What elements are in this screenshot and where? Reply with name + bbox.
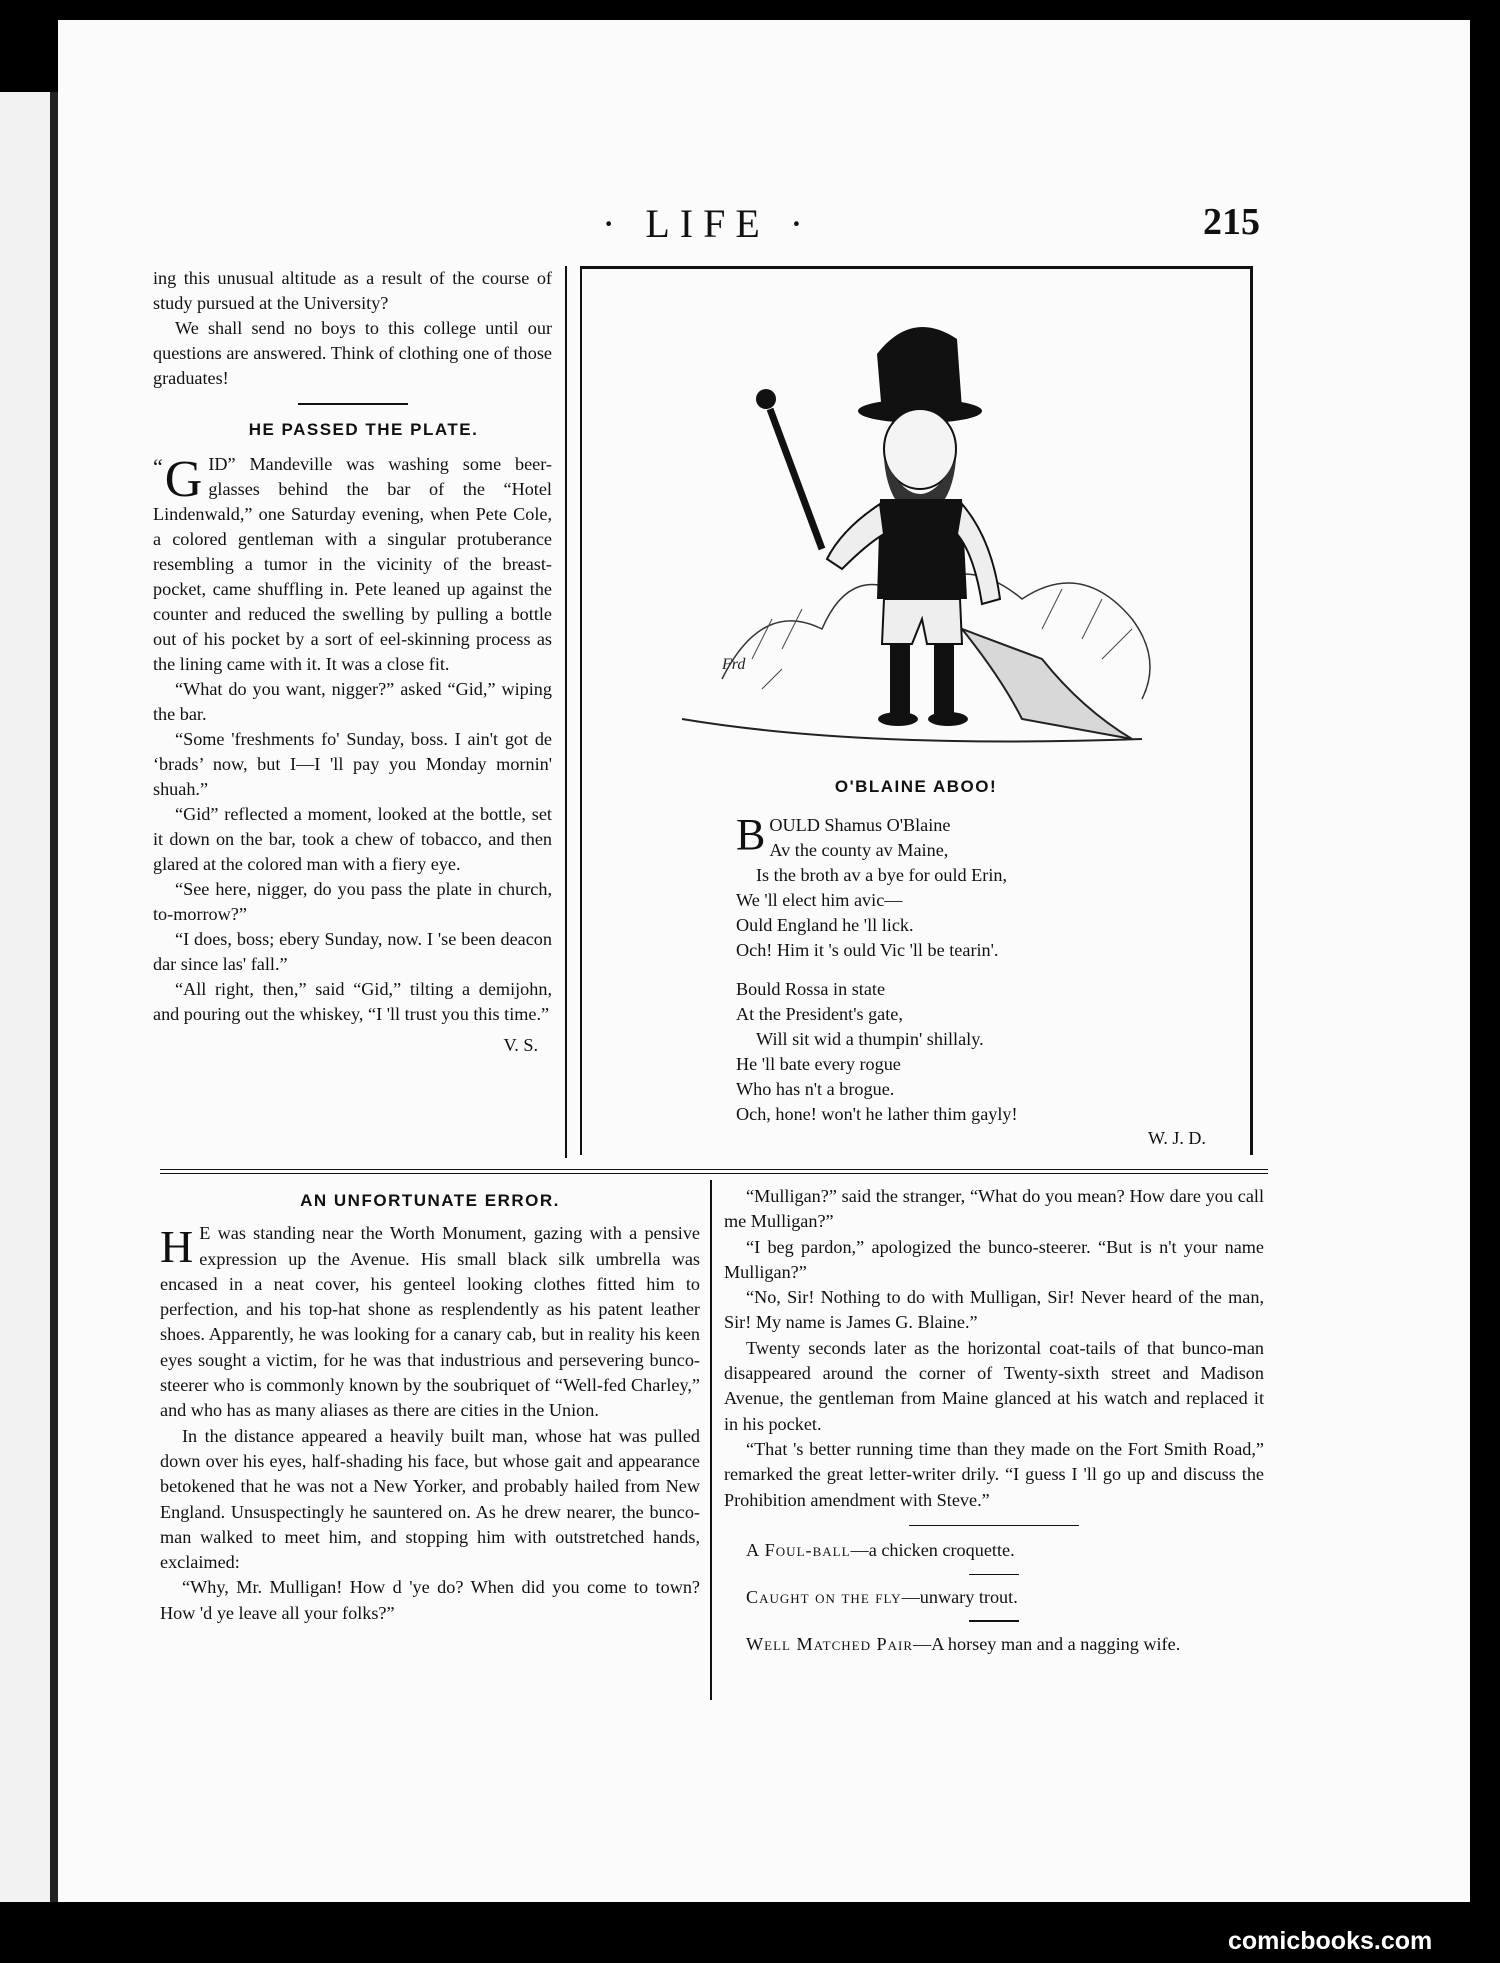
poem-body [736, 810, 1156, 1141]
joke-rule [969, 1620, 1019, 1622]
lower-right-column [724, 1184, 1264, 1657]
joke-item [724, 1632, 1264, 1657]
story-paragraph: “I does, boss; ebery Sunday, now. I 'se been deacon dar since las' fall.” [153, 928, 552, 974]
story-paragraph: “What do you want, nigger?” asked “Gid,” wiping the bar. [153, 678, 552, 724]
joke-item [724, 1538, 1264, 1563]
page-gutter [50, 92, 58, 1902]
story-paragraph: “Some 'freshments fo' Sunday, boss. I ain't got de ‘brads’ now, but I—I 'll pay you Monday mornin' shuah.” [153, 728, 552, 799]
poem-drop-cap: B [736, 810, 766, 859]
poem-line: Och! Him it 's ould Vic 'll be tearin'. [736, 940, 999, 960]
poem-line: Is the broth av a bye for ould Erin, [756, 865, 1008, 885]
poem-line: Bould Rossa in state [736, 979, 886, 999]
intro-paragraph: We shall send no boys to this college until our questions are answered. Think of clothing one of those graduates! [153, 318, 552, 388]
section-rule [298, 403, 408, 405]
joke-item [724, 1585, 1264, 1610]
story-paragraph: In the distance appeared a heavily built man, whose hat was pulled down over his eyes, half-shading his face, but whose gait and appearance betokened that he was not a New Yorker, and probably hailed from New England. Unsuspectingly he sauntered on. As he drew nearer, the bunco-man walked to meet him, and stopping him with outstretched hands, exclaimed: [160, 1425, 700, 1573]
joke-text: —a chicken croquette. [850, 1540, 1015, 1561]
facing-page-edge [0, 92, 50, 1902]
caricature-illustration [662, 299, 1182, 759]
joke-text: —unwary trout. [901, 1587, 1018, 1608]
joke-rule [969, 1574, 1019, 1576]
poem-line: Av the county av Maine, [769, 840, 949, 860]
story-title: HE PASSED THE PLATE. [248, 419, 479, 439]
poem-line: Who has n't a brogue. [736, 1079, 895, 1099]
story-text: ID” Mandeville was washing some beer-glasses behind the bar of the “Hotel Lindenwald,” one Saturday evening, when Pete Cole, a colored gentleman with a singular protuberance resembling a tumor in the vicinity of the breast-pocket, came shuffling in. Pete leaned up against the counter and reduced the swelling by pulling a bottle out of his pocket by a sort of eel-skinning process as the lining came with it. It was a close fit. [153, 453, 552, 674]
lower-left-column [160, 1188, 700, 1626]
story-title: AN UNFORTUNATE ERROR. [300, 1191, 560, 1210]
story-paragraph: “All right, then,” said “Gid,” tilting a demijohn, and pouring out the whiskey, “I 'll trust you this time.” [153, 978, 552, 1024]
story-paragraph: “Gid” reflected a moment, looked at the bottle, set it down on the bar, took a chew of tobacco, and then glared at the colored man with a fiery eye. [153, 803, 552, 874]
svg-text:Frd: Frd [722, 656, 746, 673]
poem-line: Och, hone! won't he lather thim gayly! [736, 1104, 1018, 1124]
poem-title-wrap [582, 777, 1250, 797]
story-signature: V. S. [503, 1034, 538, 1055]
story-paragraph: Twenty seconds later as the horizontal coat-tails of that bunco-man disappeared around the corner of Twenty-sixth street and Madison Avenue, the gentleman from Maine glanced at his watch and replaced it in his pocket. [724, 1337, 1264, 1434]
story-paragraph: “Mulligan?” said the stranger, “What do you mean? How dare you call me Mulligan?” [724, 1186, 1264, 1232]
page-number: 215 [1203, 201, 1260, 243]
joke-text: —A horsey man and a nagging wife. [913, 1633, 1181, 1654]
story-paragraph: “No, Sir! Nothing to do with Mulligan, Sir! Never heard of the man, Sir! My name is James G. Blaine.” [724, 1287, 1264, 1333]
poem-line: Will sit wid a thumpin' shillaly. [756, 1029, 984, 1049]
drop-cap: G [164, 450, 203, 508]
poem-stanza [736, 977, 1156, 1127]
double-rule [160, 1169, 1268, 1174]
poem-box [580, 266, 1253, 1155]
story-paragraph: “I beg pardon,” apologized the bunco-steerer. “But is n't your name Mulligan?” [724, 1236, 1264, 1282]
story-paragraph: “See here, nigger, do you pass the plate in church, to-morrow?” [153, 878, 552, 924]
story-paragraph: “Why, Mr. Mulligan! How d 'ye do? When did you come to town? How 'd ye leave all your folks?” [160, 1577, 700, 1623]
poem-line: He 'll bate every rogue [736, 1054, 901, 1074]
column-divider-lower [710, 1180, 712, 1700]
poem-stanza [736, 810, 1156, 963]
story-text: E was standing near the Worth Monument, gazing with a pensive expression up the Avenue. His small black silk umbrella was encased in a neat cover, his genteel looking clothes fitted him to perfection, and his top-hat shone as resplendently as his patent leather shoes. Apparently, he was looking for a canary cab, but in reality his keen eyes sought a victim, for he was that industrious and persevering bunco-steerer who is commonly known by the soubriquet of “Well-fed Charley,” and who has as many aliases as there are cities in the Union. [160, 1223, 700, 1421]
masthead: · LIFE · [602, 201, 814, 246]
poem-line: Ould England he 'll lick. [736, 915, 914, 935]
joke-lead: Well Matched Pair [746, 1633, 914, 1654]
left-column [153, 266, 552, 1058]
poem-line-text: OULD Shamus O'Blaine [769, 815, 951, 835]
story-paragraph [160, 1221, 700, 1423]
story-paragraph: “That 's better running time than they made on the Fort Smith Road,” remarked the great letter-writer drily. “I guess I 'll go up and discuss the Prohibition amendment with Steve.” [724, 1438, 1264, 1510]
drop-quote: “ [153, 453, 163, 479]
section-rule [909, 1525, 1079, 1527]
column-divider [565, 266, 567, 1158]
intro-paragraph: ing this unusual altitude as a result of the course of study pursued at the University? [153, 268, 552, 313]
story-paragraph [153, 452, 552, 677]
poem-line: At the President's gate, [736, 1004, 903, 1024]
poem-title: O'BLAINE ABOO! [834, 777, 998, 796]
site-watermark: comicbooks.com [1228, 1927, 1433, 1955]
drop-cap: H [160, 1221, 194, 1273]
joke-lead: Caught on the fly [746, 1587, 902, 1608]
joke-lead: A Foul-ball [746, 1540, 851, 1561]
poem-signature: W. J. D. [1148, 1128, 1206, 1148]
poem-line: We 'll elect him avic— [736, 890, 903, 910]
